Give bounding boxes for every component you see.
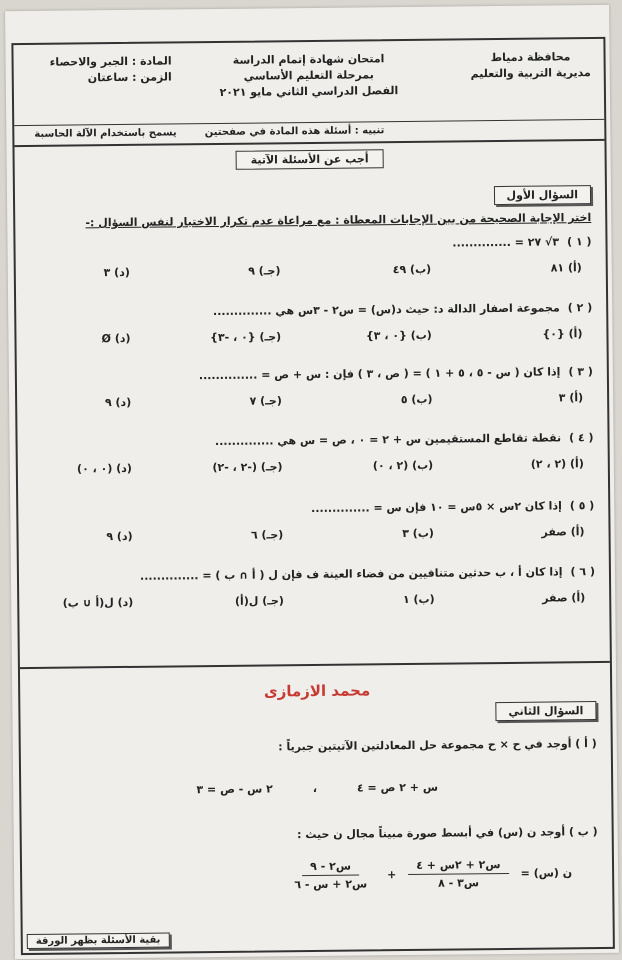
equation-2: س + ٢ ص = ٤ — [356, 780, 439, 795]
item-number: ( ٣ ) — [568, 365, 593, 379]
exam-stage: بمرحلة التعليم الأساسي — [243, 68, 374, 83]
header-subject — [22, 53, 172, 87]
q1-item-5 — [28, 499, 594, 549]
calculator-note: يسمح باستخدام الآلة الحاسبة — [34, 127, 177, 140]
option-c: (جـ) ل(أ) — [234, 594, 284, 608]
option-d: (د) ٣ — [103, 265, 130, 280]
option-a: (أ) صفر — [542, 591, 586, 605]
question-1-instruction: اختر الإجابة الصحيحة من بين الإجابات المعطاة : مع مراعاة عدم تكرار الاختيار لنفس السؤال :- — [85, 211, 592, 230]
governorate: محافظة دمياط — [490, 50, 571, 65]
exam-name: امتحان شهادة إتمام الدراسة — [232, 52, 385, 67]
fraction-2 — [286, 859, 375, 891]
fraction-2-denominator: س٢ + س - ٦ — [294, 877, 368, 892]
question-2a: ( أ ) أوجد في ح × ح مجموعة حل المعادلتين الآتيتين جبرياً : — [278, 737, 597, 754]
item-stem: مجموعة اصفار الدالة د: حيث د(س) = س٢ - ٣س هي .............. — [212, 301, 560, 319]
item-stem: ٣√ ٢٧ = .............. — [452, 235, 560, 250]
function-lhs: ن (س) = — [520, 866, 573, 880]
item-stem: نقطة تقاطع المستقيمين س + ٢ = ٠ ، ص = س هي .............. — [214, 431, 562, 449]
option-c: (جـ) ٧ — [249, 394, 282, 408]
option-d: (د) ل(أ ∪ ب) — [62, 595, 134, 610]
option-c: (جـ) ٩ — [248, 264, 281, 278]
fraction-1 — [408, 858, 509, 890]
option-b: (ب) ١ — [402, 592, 435, 607]
continue-on-back-note: بقية الأسئلة بظهر الورقة — [27, 933, 170, 949]
duration: الزمن : ساعتان — [87, 70, 172, 85]
fraction-1-denominator: س٣ - ٨ — [438, 876, 480, 890]
item-number: ( ٥ ) — [569, 499, 595, 513]
option-c: (جـ) (-٢ ، -٢) — [212, 460, 283, 475]
subject: المادة : الجبر والاحصاء — [49, 54, 172, 69]
exam-term: الفصل الدراسي الثاني مايو ٢٠٢١ — [219, 84, 399, 99]
q1-item-1 — [25, 235, 591, 285]
option-a: (أ) {٠} — [542, 327, 583, 341]
equation-separator: ، — [312, 781, 318, 796]
section-divider — [20, 661, 610, 669]
option-a: (أ) ٨١ — [550, 261, 582, 275]
item-number: ( ١ ) — [566, 235, 592, 249]
fraction-2-numerator: س٢ - ٩ — [302, 860, 359, 877]
header-directorate — [465, 49, 595, 82]
option-d: (د) ٩ — [106, 529, 133, 544]
option-b: (ب) ٤٩ — [392, 262, 432, 277]
exam-frame — [11, 37, 615, 955]
function-expression — [52, 857, 572, 893]
general-instruction: أجب عن الأسئلة الآتية — [236, 149, 384, 170]
option-b: (ب) {٠ ، ٣} — [365, 328, 432, 343]
option-b: (ب) ٥ — [400, 392, 433, 407]
option-c: (جـ) ٦ — [250, 528, 284, 542]
fraction-1-numerator: س٢ + ٢س + ٤ — [408, 858, 508, 875]
option-b: (ب) ٣ — [402, 526, 434, 541]
item-stem: إذا كان أ ، ب حدثين متنافيين من فضاء العينة ف فإن ل ( أ ∩ ب ) = .............. — [139, 565, 563, 583]
exam-header — [13, 39, 604, 145]
q1-item-2 — [26, 301, 592, 351]
header-exam-title — [209, 51, 409, 101]
equations — [37, 779, 597, 798]
exam-sheet — [5, 5, 619, 959]
option-d: (د) (٠ ، ٠) — [76, 461, 132, 476]
equation-1: ٢ س - ص = ٣ — [196, 782, 273, 797]
plus-sign: + — [387, 868, 397, 882]
option-b: (ب) (٢ ، ٠) — [372, 458, 434, 473]
q1-item-4 — [28, 431, 594, 481]
question-1-title: السؤال الأول — [493, 185, 591, 205]
header-bottom-divider — [14, 139, 604, 147]
q1-item-6 — [29, 565, 595, 615]
item-number: ( ٤ ) — [569, 431, 594, 445]
option-c: (جـ) {٠ ، -٣} — [210, 330, 282, 345]
item-stem: إذا كان ( س - ٥ ، ٥ + ١ ) = ( ص ، ٣ ) فإن : س + ص = .............. — [198, 365, 561, 383]
q1-item-3 — [27, 365, 593, 415]
option-a: (أ) صفر — [541, 525, 585, 539]
item-number: ( ٢ ) — [567, 301, 593, 315]
option-d: (د) Ø — [101, 331, 131, 346]
question-2b: ( ب ) أوجد ن (س) في أبسط صورة مبيناً مجال ن حيث : — [296, 825, 598, 842]
item-number: ( ٦ ) — [570, 565, 596, 579]
directorate: مديرية التربية والتعليم — [470, 66, 591, 81]
pages-note: تنبيه : أسئلة هذه المادة في صفحتين — [204, 125, 385, 139]
option-d: (د) ٩ — [104, 395, 132, 410]
item-stem: إذا كان ٢س × ٥س = ١٠ فإن س = .............. — [311, 499, 562, 516]
author-watermark: محمد الازمازى — [263, 681, 371, 701]
option-a: (أ) ٣ — [558, 391, 584, 405]
question-2-title: السؤال الثاني — [495, 701, 596, 721]
option-a: (أ) (٢ ، ٢) — [530, 457, 584, 471]
